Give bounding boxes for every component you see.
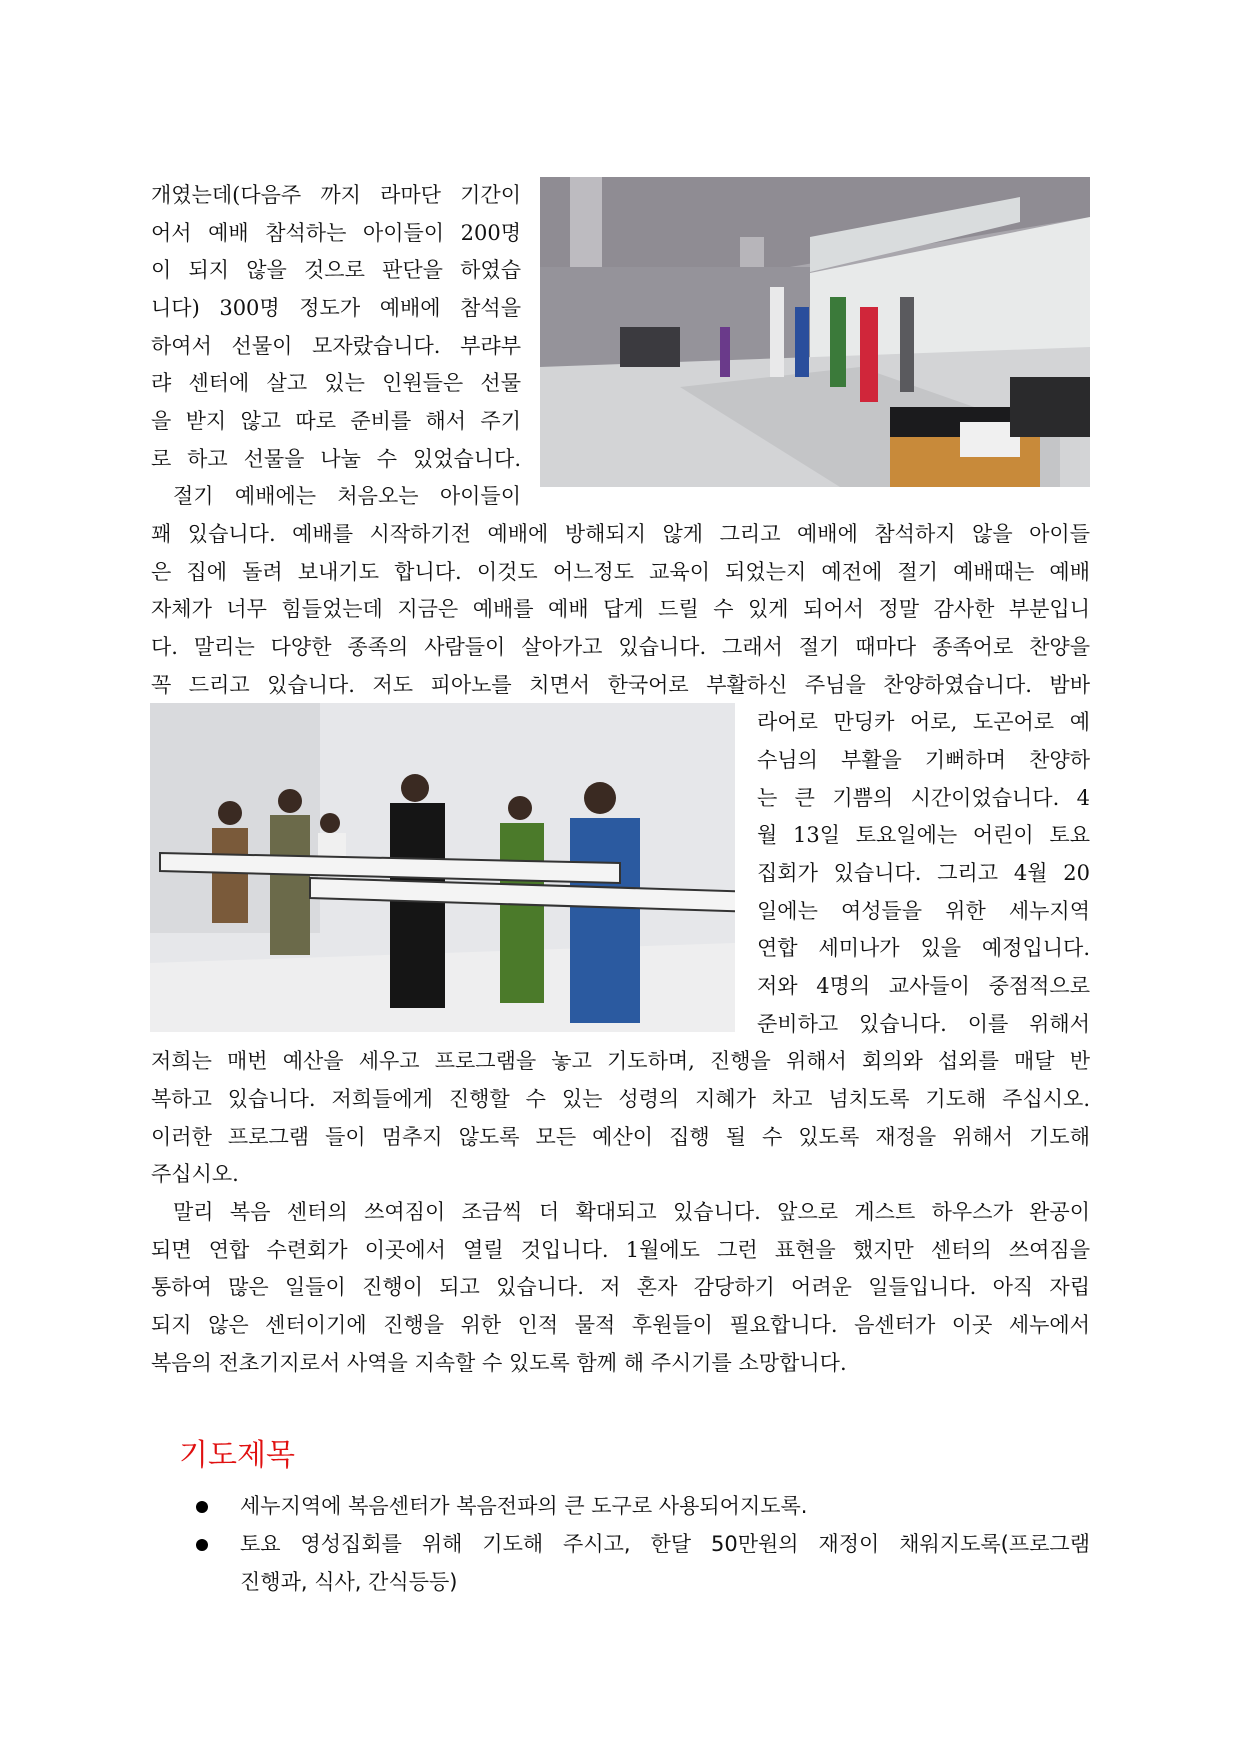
- prayer-item-continuation: 진행과, 식사, 간식등등): [240, 1570, 458, 1594]
- paragraph-line: 되지 않은 센터이기에 진행을 위한 인적 물적 후원들이 필요합니다. 음센터가 이곳 세누에서: [151, 1313, 1090, 1337]
- paragraph-line: 꼭 드리고 있습니다. 저도 피아노를 치면서 한국어로 부활하신 주님을 찬양하였습니다. 밤바: [151, 673, 1090, 697]
- seated-group-image: [150, 703, 735, 1032]
- paragraph-line: 저와 4명의 교사들이 중점적으로: [757, 974, 1090, 998]
- paragraph-line: 복음의 전초기지로서 사역을 지속할 수 있도록 함께 해 주시기를 소망합니다.: [151, 1351, 847, 1375]
- paragraph-line: 꽤 있습니다. 예배를 시작하기전 예배에 방해되지 않게 그리고 예배에 참석하지 않을 아이들: [151, 522, 1090, 546]
- paragraph-line: 로 하고 선물을 나눌 수 있었습니다.: [151, 447, 521, 471]
- paragraph-line: 말리 복음 센터의 쓰여짐이 조금씩 더 확대되고 있습니다. 앞으로 게스트 하우스가 완공이: [173, 1200, 1090, 1224]
- bullet-icon: [196, 1501, 208, 1513]
- paragraph-line: 이 되지 않을 것으로 판단을 하였습: [151, 258, 521, 282]
- paragraph-line: 되면 연합 수련회가 이곳에서 열릴 것입니다. 1월에도 그런 표현을 했지만 센터의 쓰여짐을: [151, 1238, 1090, 1262]
- paragraph-line: 는 큰 기쁨의 시간이었습니다. 4: [757, 786, 1090, 810]
- paragraph-line: 저희는 매번 예산을 세우고 프로그램을 놓고 기도하며, 진행을 위해서 회의와 섭외를 매달 반: [151, 1049, 1090, 1073]
- paragraph-line: 복하고 있습니다. 저희들에게 진행할 수 있는 성령의 지혜가 차고 넘치도록 기도해 주십시오.: [151, 1087, 1090, 1111]
- paragraph-line: 집회가 있습니다. 그리고 4월 20: [757, 861, 1090, 885]
- bullet-icon: [196, 1539, 208, 1551]
- photo-seated-group: [150, 703, 735, 1032]
- paragraph-line: 준비하고 있습니다. 이를 위해서: [757, 1012, 1090, 1036]
- paragraph-line: 라어로 만딩카 어로, 도곤어로 예: [757, 710, 1090, 734]
- paragraph-line: 이러한 프로그램 들이 멈추지 않도록 모든 예산이 집행 될 수 있도록 재정을 위해서 기도해: [151, 1125, 1090, 1149]
- paragraph-line: 일에는 여성들을 위한 세누지역: [757, 899, 1090, 923]
- paragraph-line: 자체가 너무 힘들었는데 지금은 예배를 예배 답게 드릴 수 있게 되어서 정말 감사한 부분입니: [151, 597, 1090, 621]
- photo-worship-stage: [540, 177, 1090, 487]
- paragraph-line: 은 집에 돌려 보내기도 합니다. 이것도 어느정도 교육이 되었는지 예전에 절기 예배때는 예배: [151, 560, 1090, 584]
- paragraph-line: 주십시오.: [151, 1162, 239, 1186]
- prayer-item: 토요 영성집회를 위해 기도해 주시고, 한달 50만원의 재정이 채워지도록(프로그램: [240, 1532, 1090, 1556]
- prayer-heading: 기도제목: [179, 1438, 295, 1473]
- paragraph-line: 니다) 300명 정도가 예배에 참석을: [151, 296, 521, 320]
- paragraph-line: 어서 예배 참석하는 아이들이 200명: [151, 221, 521, 245]
- prayer-item: 세누지역에 복음센터가 복음전파의 큰 도구로 사용되어지도록.: [240, 1494, 808, 1518]
- paragraph-line: 수님의 부활을 기뻐하며 찬양하: [757, 748, 1090, 772]
- paragraph-line: 다. 말리는 다양한 종족의 사람들이 살아가고 있습니다. 그래서 절기 때마다 종족어로 찬양을: [151, 635, 1090, 659]
- worship-stage-image: [540, 177, 1090, 487]
- paragraph-line: 연합 세미나가 있을 예정입니다.: [757, 936, 1090, 960]
- paragraph-line: 월 13일 토요일에는 어린이 토요: [757, 823, 1090, 847]
- paragraph-line: 을 받지 않고 따로 준비를 해서 주기: [151, 409, 521, 433]
- paragraph-line: 개였는데(다음주 까지 라마단 기간이: [151, 183, 521, 207]
- paragraph-line: 하여서 선물이 모자랐습니다. 부랴부: [151, 334, 521, 358]
- paragraph-line: 통하여 많은 일들이 진행이 되고 있습니다. 저 혼자 감당하기 어려운 일들입니다. 아직 자립: [151, 1275, 1090, 1299]
- paragraph-line: 절기 예배에는 처음오는 아이들이: [173, 484, 521, 508]
- paragraph-line: 랴 센터에 살고 있는 인원들은 선물: [151, 371, 521, 395]
